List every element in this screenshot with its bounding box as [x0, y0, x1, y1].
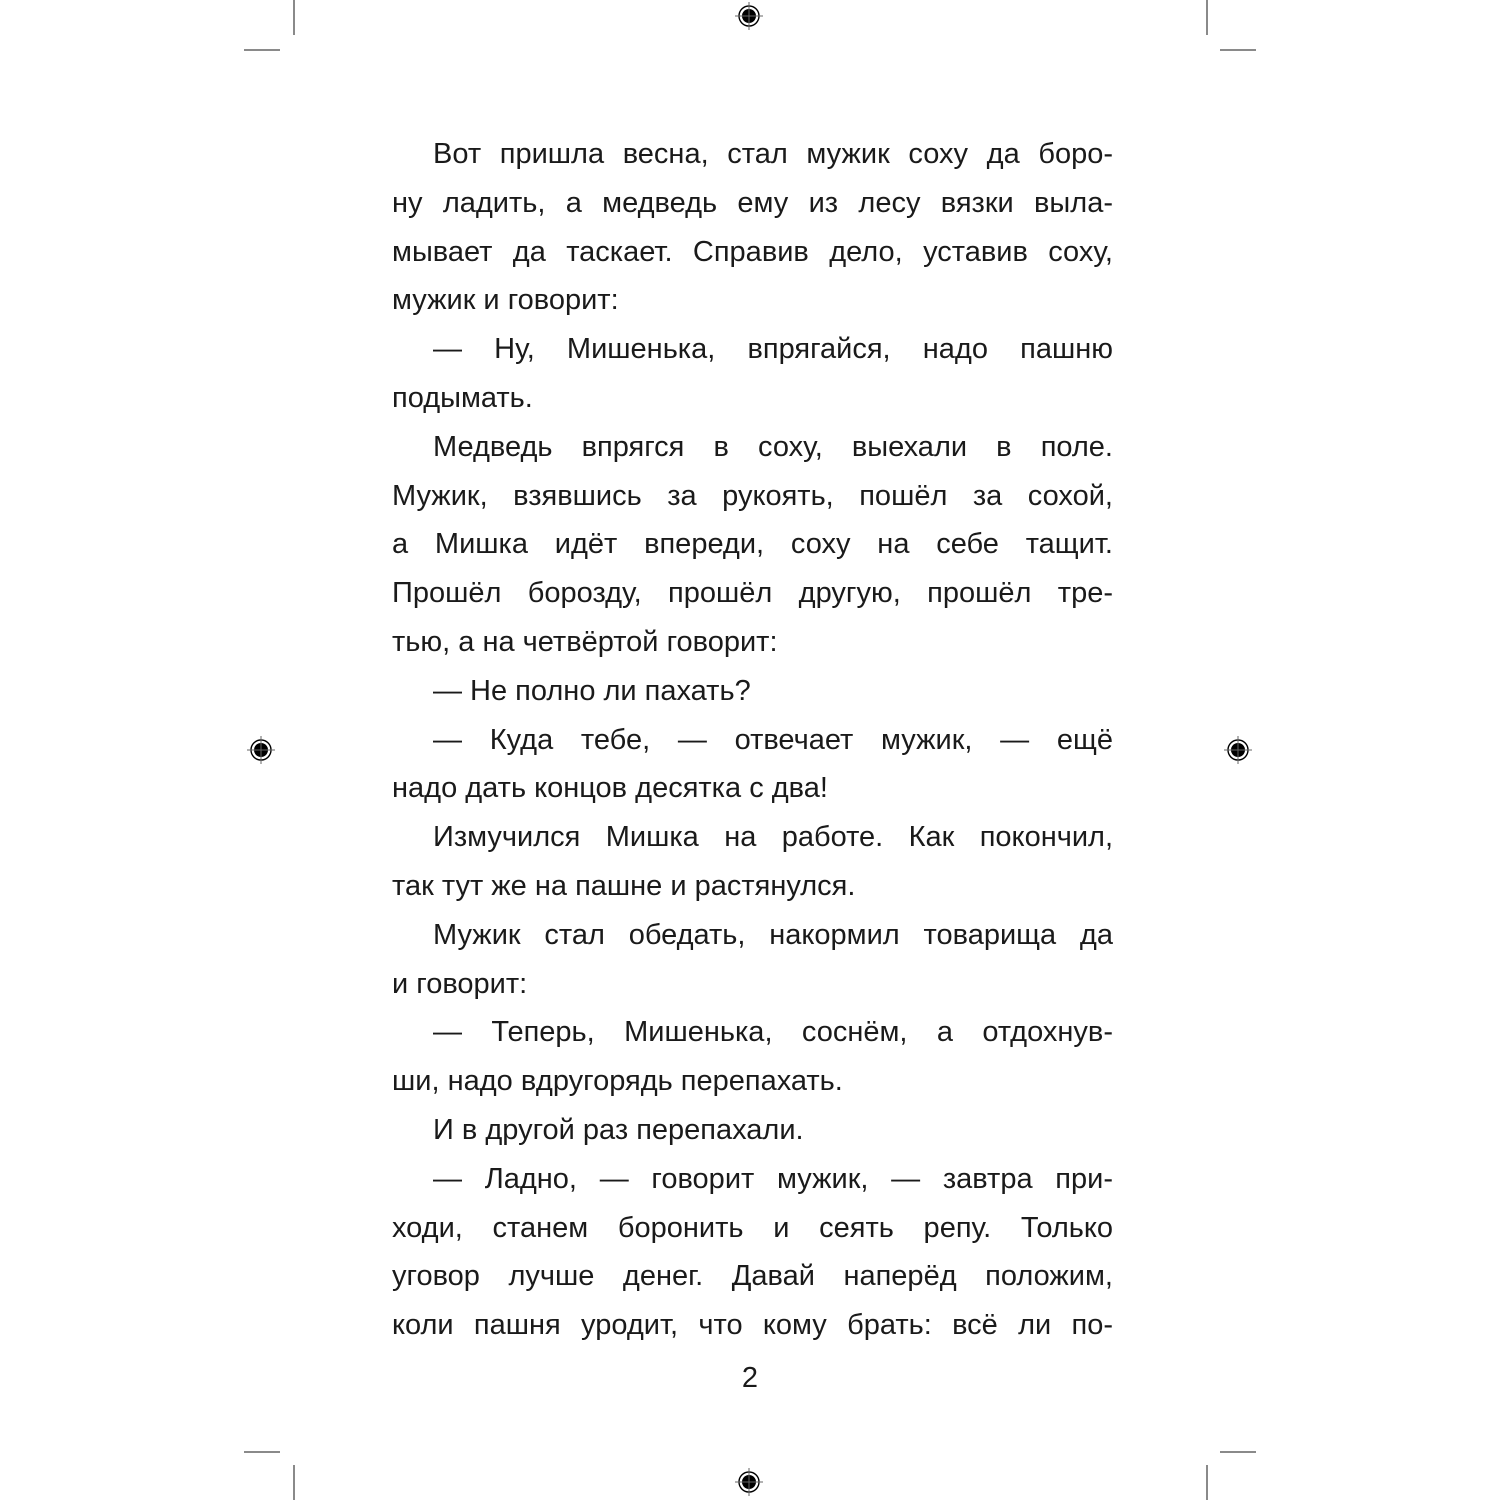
- text-line: а Мишка идёт впереди, соху на себе тащит.: [392, 528, 1113, 561]
- text-line: ши, надо вдругорядь перепахать.: [392, 1065, 843, 1098]
- crop-mark-bottom-right-horizontal: [1220, 1451, 1256, 1453]
- text-line: И в другой раз перепахали.: [433, 1113, 804, 1146]
- text-line: надо дать концов десятка с два!: [392, 772, 828, 805]
- text-line: — Не полно ли пахать?: [433, 674, 751, 707]
- text-line: тью, а на четвёртой говорит:: [392, 625, 778, 658]
- page-body-text: [392, 130, 1113, 1350]
- text-line: так тут же на пашне и растянулся.: [392, 869, 856, 902]
- text-line: — Теперь, Мишенька, соснём, а отдохнув-: [433, 1016, 1113, 1049]
- text-line: Вот пришла весна, стал мужик соху да боро-: [433, 138, 1113, 170]
- text-line: Медведь впрягся в соху, выехали в поле.: [433, 430, 1113, 463]
- text-line: мужик и говорит:: [392, 284, 619, 317]
- text-line: ходи, станем боронить и сеять репу. Только: [392, 1211, 1113, 1244]
- registration-mark-bottom-icon: [735, 1468, 763, 1496]
- text-line: ну ладить, а медведь ему из лесу вязки выла-: [392, 186, 1113, 219]
- registration-mark-right-icon: [1224, 736, 1252, 764]
- registration-mark-left-icon: [247, 736, 275, 764]
- text-line: Прошёл борозду, прошёл другую, прошёл тре-: [392, 577, 1113, 610]
- registration-mark-top-icon: [735, 2, 763, 30]
- text-line: Измучился Мишка на работе. Как покончил,: [433, 821, 1113, 854]
- text-line: подымать.: [392, 381, 533, 414]
- page-number: 2: [741, 1362, 759, 1394]
- crop-mark-bottom-left-vertical: [293, 1465, 295, 1500]
- text-line: Мужик стал обедать, накормил товарища да: [433, 918, 1113, 951]
- text-line: Мужик, взявшись за рукоять, пошёл за сохой,: [392, 479, 1113, 512]
- crop-mark-bottom-left-horizontal: [244, 1451, 280, 1453]
- text-line: и говорит:: [392, 967, 528, 1000]
- crop-mark-top-right-vertical: [1206, 0, 1208, 35]
- text-line: мывает да таскает. Справив дело, уставив соху,: [392, 235, 1113, 268]
- text-line: уговор лучше денег. Давай наперёд положим,: [392, 1260, 1113, 1293]
- text-line: — Куда тебе, — отвечает мужик, — ещё: [433, 723, 1113, 756]
- crop-mark-top-left-vertical: [293, 0, 295, 35]
- text-line: — Ладно, — говорит мужик, — завтра при-: [433, 1162, 1113, 1195]
- text-line: — Ну, Мишенька, впрягайся, надо пашню: [433, 333, 1113, 366]
- crop-mark-top-right-horizontal: [1220, 49, 1256, 51]
- text-line: коли пашня уродит, что кому брать: всё ли по-: [392, 1309, 1113, 1342]
- crop-mark-bottom-right-vertical: [1206, 1465, 1208, 1500]
- crop-mark-top-left-horizontal: [244, 49, 280, 51]
